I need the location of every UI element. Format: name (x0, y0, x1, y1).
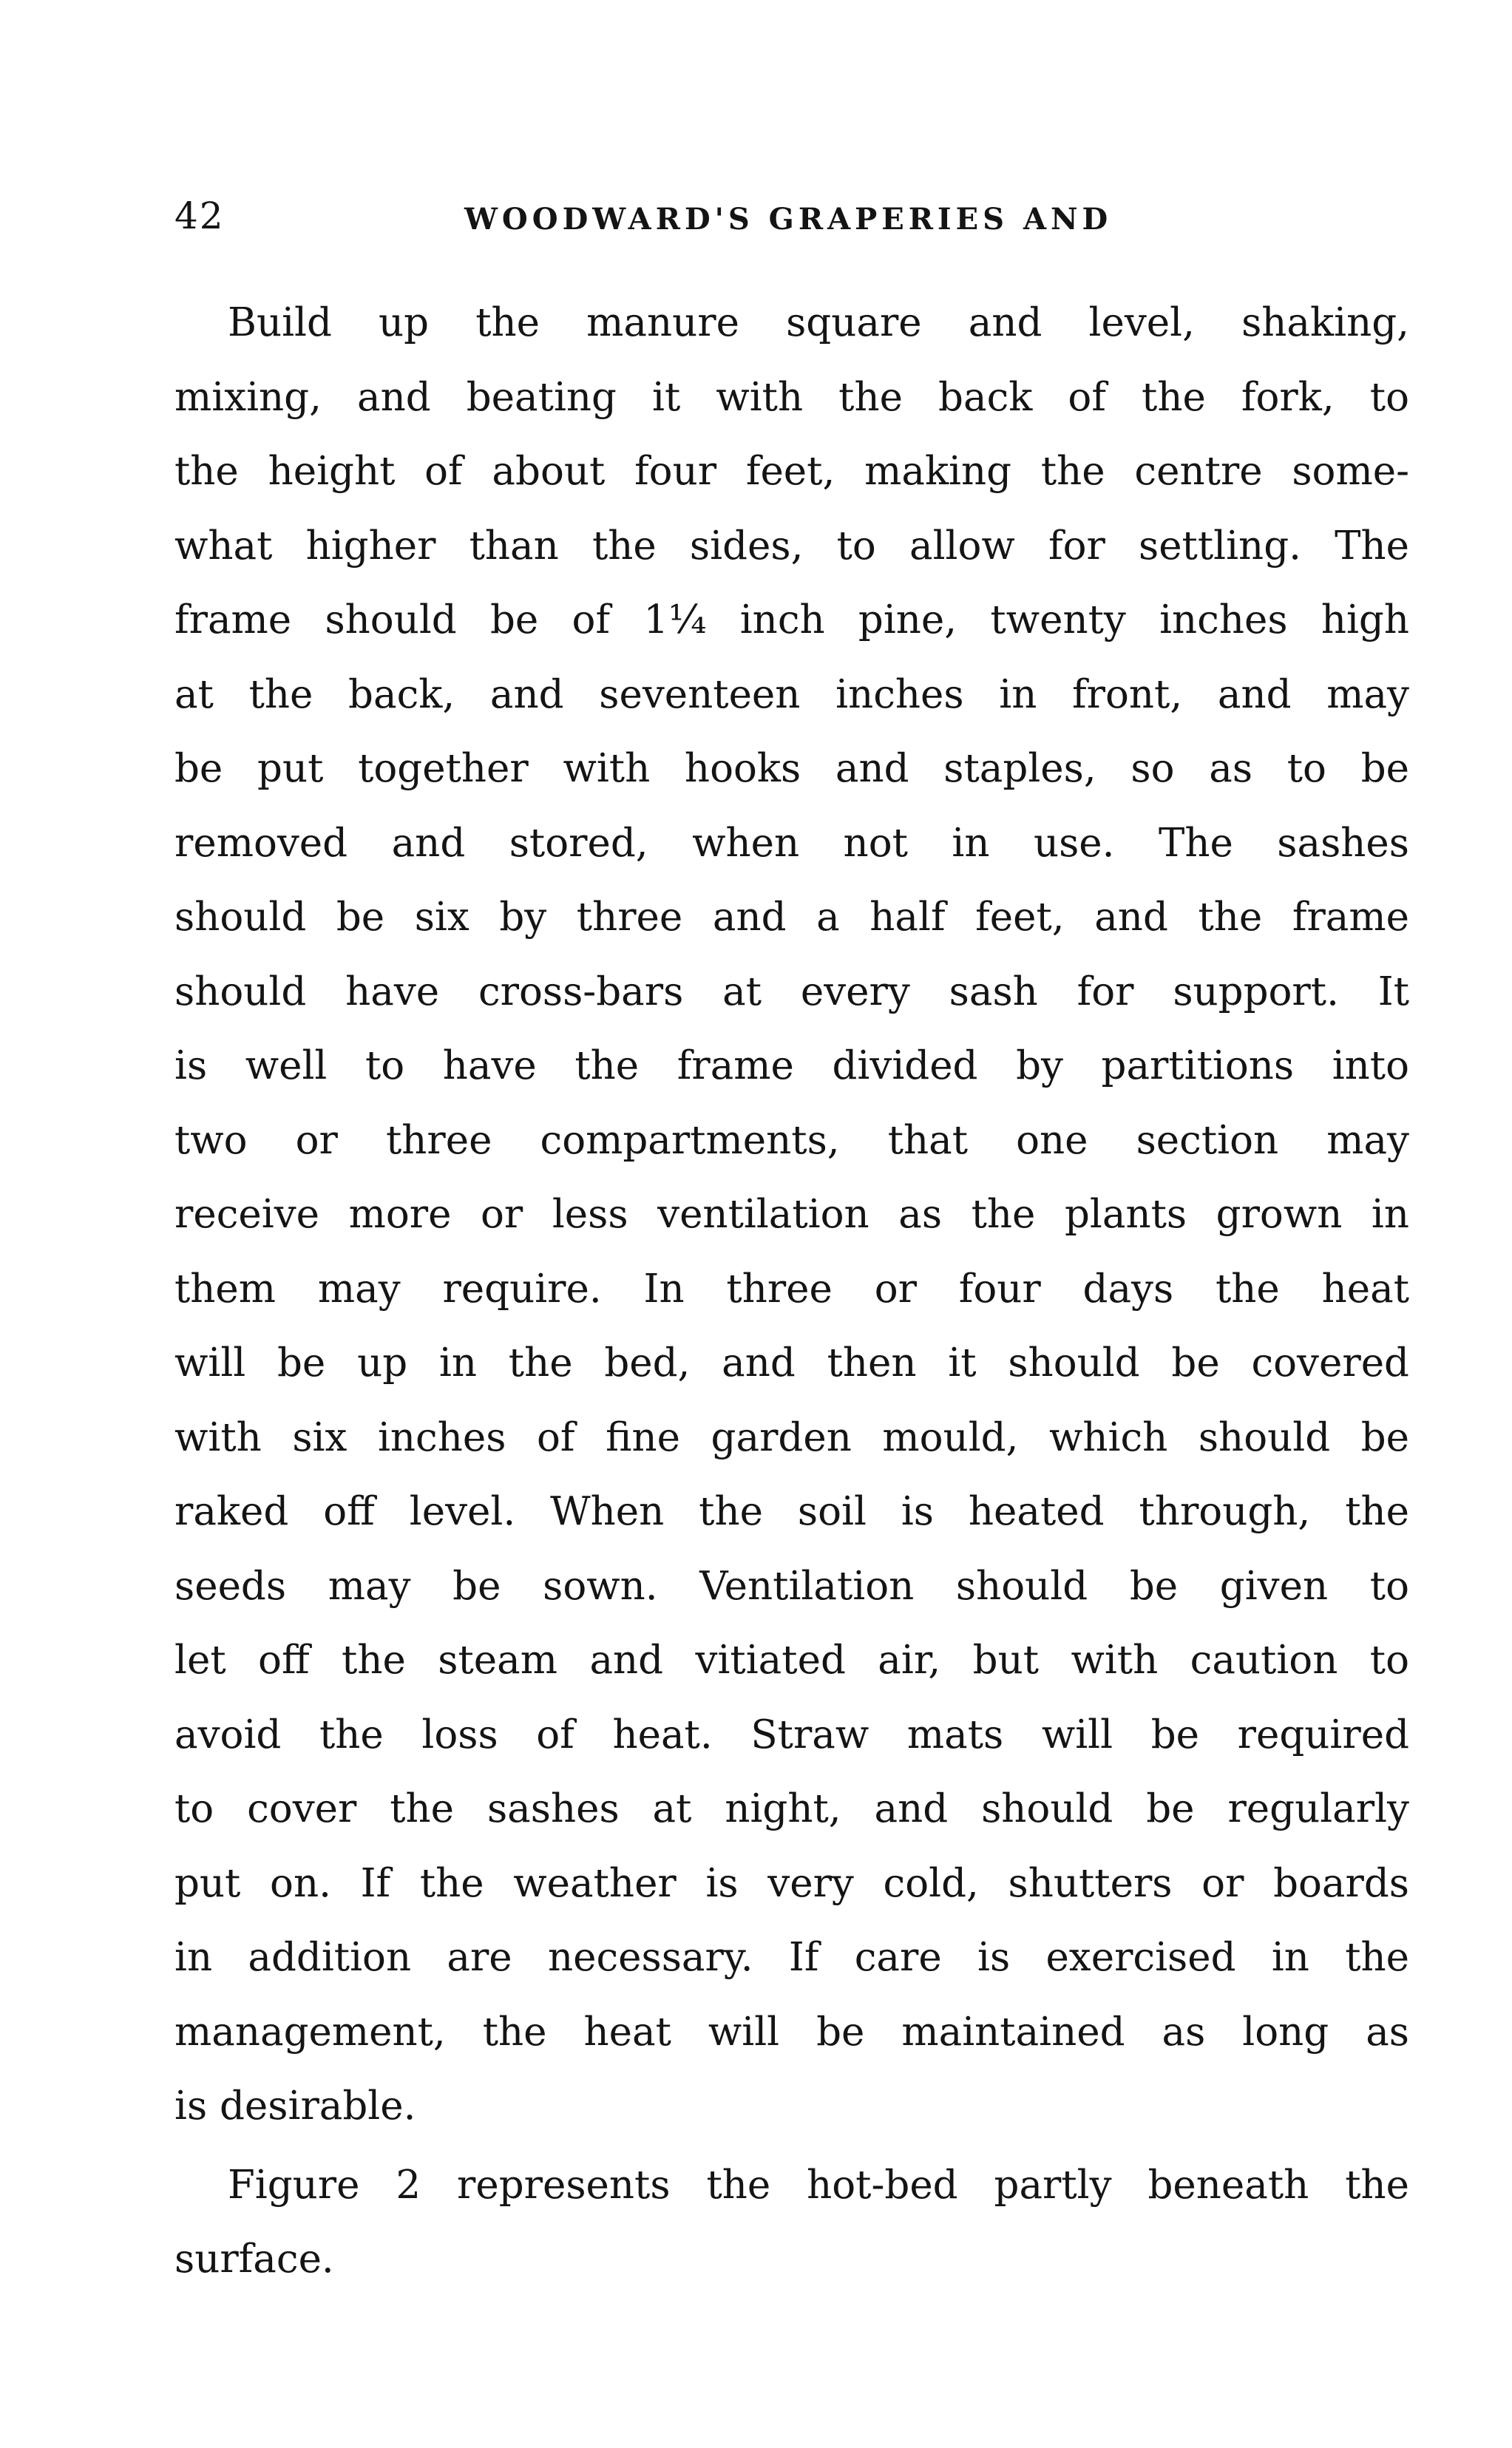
text-line: should be six by three and a half feet, and the frame (174, 895, 1409, 940)
running-head: WOODWARD'S GRAPERIES AND (464, 202, 1113, 237)
text-line: to cover the sashes at night, and should be regularly (174, 1786, 1409, 1831)
text-line: put on. If the weather is very cold, shutters or boards (174, 1861, 1409, 1906)
text-line: two or three compartments, that one section may (174, 1118, 1409, 1163)
text-line: should have cross-bars at every sash for support. It (174, 969, 1409, 1014)
text-line: with six inches of fine garden mould, which should be (174, 1415, 1409, 1460)
text-line: management, the heat will be maintained as long as (174, 2010, 1409, 2055)
text-line: let off the steam and vitiated air, but with caution to (174, 1638, 1409, 1683)
text-line: surface. (174, 2237, 334, 2282)
text-line: frame should be of 1¼ inch pine, twenty inches high (174, 597, 1409, 642)
text-line: what higher than the sides, to allow for settling. The (174, 523, 1409, 569)
text-line: raked off level. When the soil is heated through, the (174, 1489, 1409, 1534)
text-line: them may require. In three or four days the heat (174, 1267, 1409, 1312)
text-line: is desirable. (174, 2083, 416, 2129)
text-line: mixing, and beating it with the back of the fork, to (174, 375, 1409, 420)
text-line: is well to have the frame divided by partitions into (174, 1043, 1409, 1088)
text-line: at the back, and seventeen inches in front, and may (174, 672, 1409, 717)
text-line: will be up in the bed, and then it should be covered (174, 1340, 1409, 1386)
text-line: Build up the manure square and level, shaking, (228, 300, 1409, 345)
text-line: receive more or less ventilation as the plants grown in (174, 1192, 1409, 1237)
page-number: 42 (174, 194, 225, 237)
text-line: avoid the loss of heat. Straw mats will be required (174, 1712, 1409, 1757)
text-line: seeds may be sown. Ventilation should be given to (174, 1564, 1409, 1609)
text-line: removed and stored, when not in use. The sashes (174, 821, 1409, 866)
text-line: the height of about four feet, making the centre some- (174, 449, 1409, 494)
text-line: Figure 2 represents the hot-bed partly beneath the (228, 2163, 1409, 2208)
text-line: be put together with hooks and staples, so as to be (174, 746, 1409, 791)
text-line: in addition are necessary. If care is exercised in the (174, 1935, 1409, 1980)
